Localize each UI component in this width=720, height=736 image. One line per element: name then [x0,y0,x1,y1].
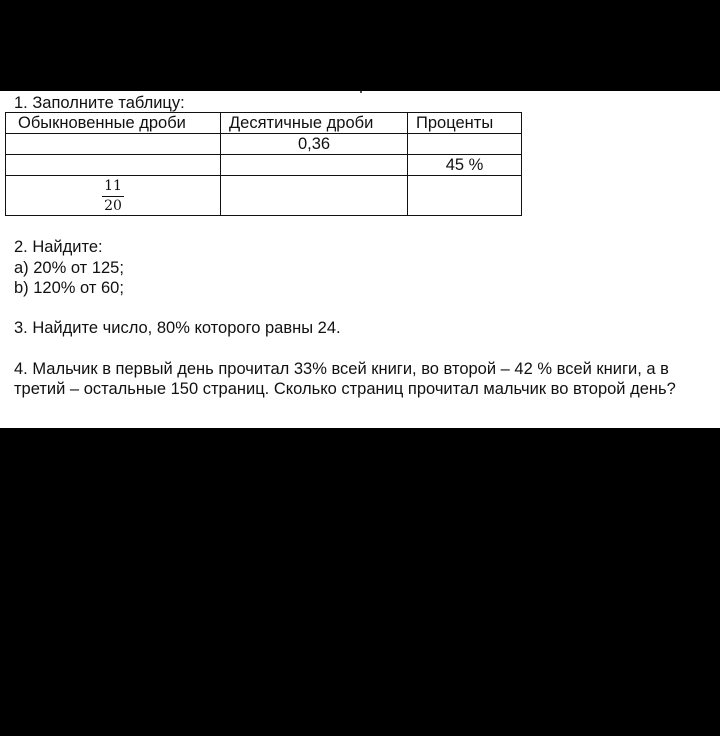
fraction-denominator: 20 [104,198,122,214]
cell-common-empty [6,155,221,176]
header-common-fractions: Обыкновенные дроби [6,113,221,134]
header-decimal-fractions: Десятичные дроби [221,113,408,134]
cell-percent-empty [408,134,522,155]
cell-common-empty [6,134,221,155]
worksheet-page [0,91,720,428]
task4-text: 4. Мальчик в первый день прочитал 33% всей книги, во второй – 42 % всей книги, а в третий – остальные 150 страниц. Сколько страниц прочитал мальчик во второй день? [14,360,676,398]
scan-artifact [360,91,362,93]
cell-percent-empty [408,176,522,216]
fraction-numerator: 11 [104,178,122,194]
cell-decimal-value: 0,36 [221,134,408,155]
cell-percent-value: 45 % [408,155,522,176]
table-row [6,176,522,216]
task3-text: 3. Найдите число, 80% которого равны 24. [14,319,341,337]
fraction-bar [102,196,124,197]
cell-fraction [6,176,221,216]
task2-b: b) 120% от 60; [14,279,124,297]
table-row [6,155,522,176]
fraction-11-20 [102,178,124,214]
task2-a: a) 20% от 125; [14,259,124,277]
cell-decimal-empty [221,155,408,176]
header-percents: Проценты [408,113,522,134]
table-row [6,134,522,155]
fractions-table [5,112,522,216]
table-header-row [6,113,522,134]
task1-title: 1. Заполните таблицу: [14,94,185,112]
task2-title: 2. Найдите: [14,238,103,256]
cell-decimal-empty [221,176,408,216]
